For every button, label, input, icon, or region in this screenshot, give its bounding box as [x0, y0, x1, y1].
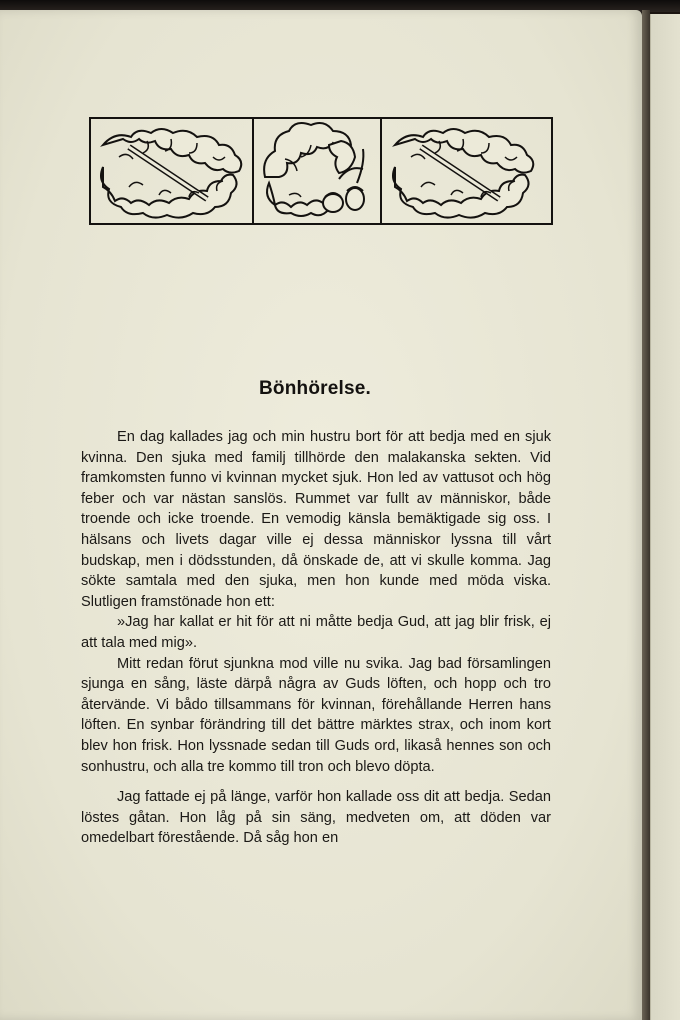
oak-leaves-left-icon	[101, 129, 241, 218]
paragraph-quote: »Jag har kallat er hit för att ni måtte bedja Gud, att jag blir frisk, ej att tala med mig».	[81, 614, 551, 651]
paragraph: En dag kallades jag och min hustru bort för att bedja med en sjuk kvinna. Den sjuka med familj tillhörde den malakanska sekten. Vid framkomsten funno vi kvinnan mycket sjuk. Hon led av vattusot och hög feber och var nästan sanslös. Rummet var fullt av människor, både troende och icke troende. En vemodig känsla bemäktigade sig oss. I hälsans och livets dagar ville ej dessa människor lyssna till vårt budskap, men i dödsstunden, då önskade de, att vi skulle komma. Jag sökte samtala med den sjuka, men hon kunde med möda viska. Slutligen framstönade hon ett:	[81, 429, 551, 610]
next-page-edge	[650, 14, 680, 1020]
body-text	[81, 427, 551, 849]
page-title: Bönhörelse.	[259, 378, 371, 399]
paragraph: Jag fattade ej på länge, varför hon kallade oss dit att bedja. Sedan löstes gåtan. Hon låg på sin säng, medveten om, att döden var omedelbart förestående. Då såg hon en	[81, 789, 551, 847]
oak-leaves-acorns-icon	[264, 123, 364, 216]
oak-leaf-ornament-icon	[89, 117, 553, 225]
oak-leaves-right-icon	[393, 129, 533, 218]
paragraph: Mitt redan förut sjunkna mod ville nu svika. Jag bad församlingen sjunga en sång, läste därpå några av Guds löften, och hopp och tro återvände. Vi bådo tillsammans för kvinnan, förehållande Herren hans löften. En synbar förändring till det bättre märktes strax, och inom kort blev hon frisk. Hon lyssnade sedan till Guds ord, likaså hennes son och sonhustru, och alla tre kommo till tron och blevo döpta.	[81, 655, 551, 775]
page-gutter	[642, 10, 650, 1020]
